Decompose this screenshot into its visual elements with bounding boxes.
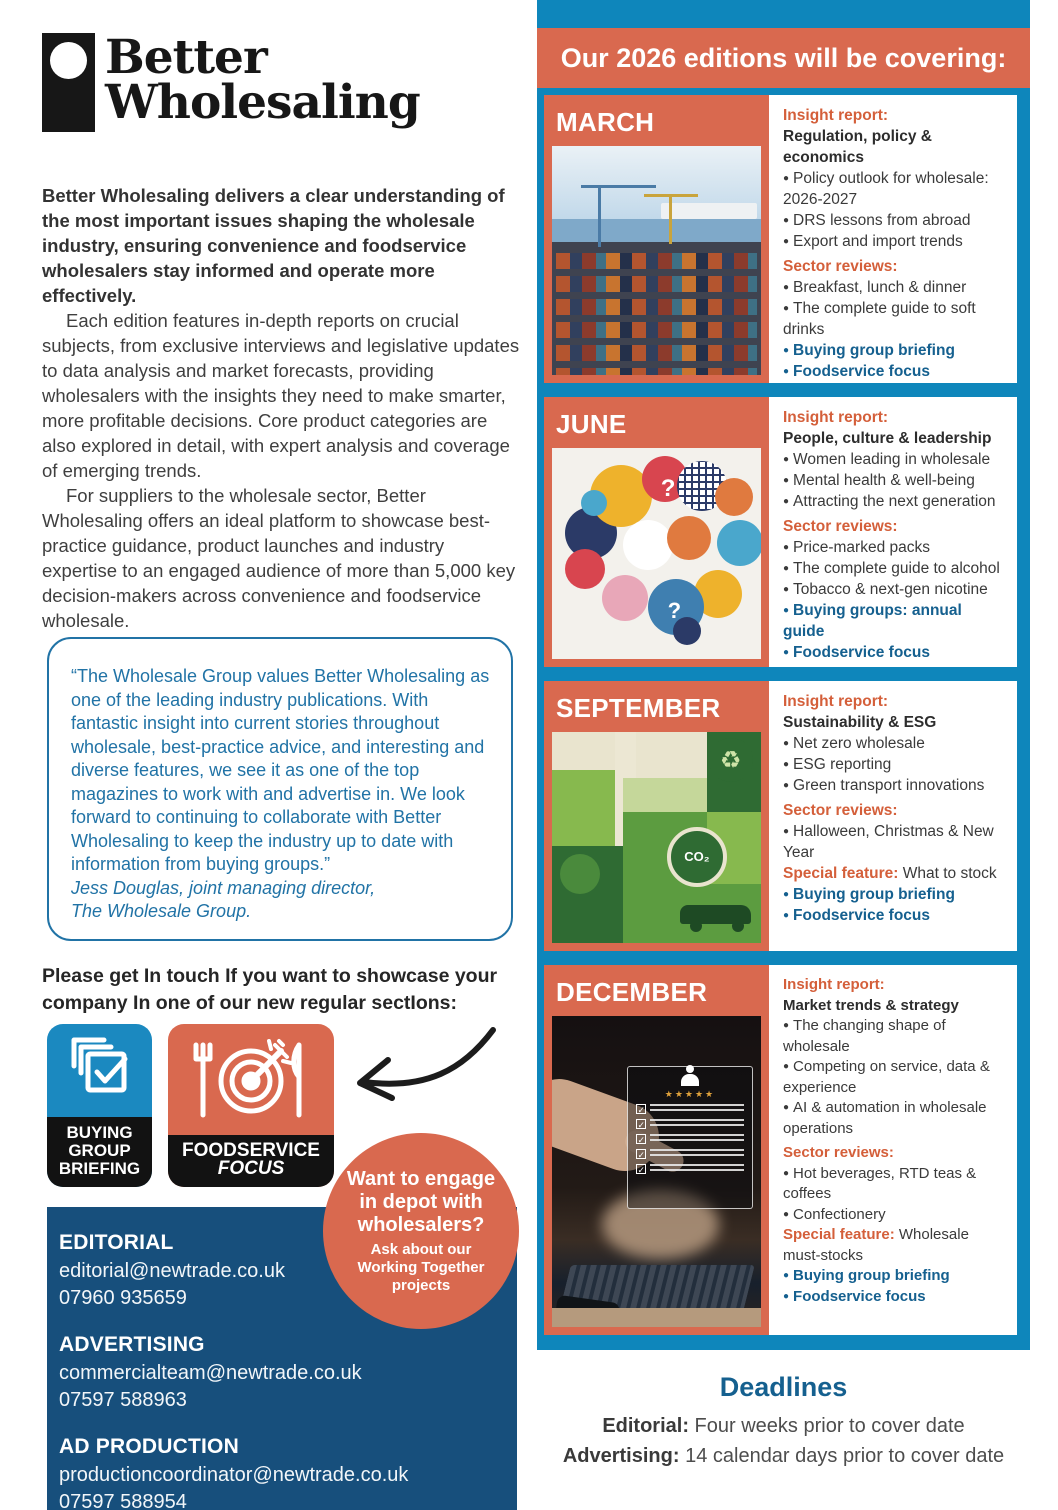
- better-wholesaling-logo: [42, 30, 420, 132]
- topic-item: ● Breakfast, lunch & dinner: [783, 279, 967, 296]
- fork-target-knife-icon: [168, 1024, 334, 1135]
- deadlines-section: [537, 1372, 1030, 1471]
- edition-content: [769, 397, 1017, 667]
- testimonial-attribution-name: Jess Douglas, joint managing director,: [71, 877, 376, 898]
- contact-email: [59, 1360, 497, 1387]
- regular-sections-badges: [47, 1024, 334, 1187]
- question-mark-glyph: ?: [660, 475, 676, 503]
- bullet-icon: ●: [783, 366, 790, 377]
- testimonial-attribution-company: The Wholesale Group.: [71, 901, 252, 921]
- bullet-icon: ●: [783, 173, 790, 184]
- intro-copy: [42, 183, 524, 633]
- topic-item: ● Net zero wholesale: [783, 735, 925, 752]
- engage-bubble: [323, 1133, 519, 1329]
- checklist-row: [636, 1134, 743, 1144]
- month-title: DECEMBER: [556, 977, 708, 1007]
- month-title: SEPTEMBER: [556, 693, 721, 723]
- engage-bubble-subtitle: Ask about our Working Together projects: [357, 1240, 485, 1294]
- bullet-icon: ●: [783, 496, 790, 507]
- speech-bubble-shape: [623, 520, 673, 570]
- email-link[interactable]: commercialteam@newtrade.co.uk: [59, 1362, 362, 1384]
- contact-phone: 07597 588954: [59, 1491, 187, 1510]
- checklist-row: [636, 1164, 743, 1174]
- edition-panel-december: [544, 965, 769, 1335]
- month-title: MARCH: [556, 107, 655, 137]
- bullet-icon: ●: [783, 303, 790, 314]
- container-yard: [552, 242, 761, 375]
- intro-lead-paragraph: Better Wholesaling delivers a clear understanding of the most important issues shaping the wholesale industry, ensuring convenience and foodservice wholesalers stay informed and operate more effectively.: [42, 185, 505, 306]
- bullet-icon: ●: [783, 647, 790, 658]
- editions-column: [537, 0, 1030, 1350]
- digital-checklist-hands-photo: [552, 1016, 761, 1327]
- special-feature-line: Special feature: What to stock: [783, 865, 997, 882]
- contact-heading: AD PRODUCTION: [59, 1435, 239, 1458]
- holographic-checklist-panel: [627, 1066, 752, 1209]
- edition-card-june: [544, 397, 1017, 667]
- foodservice-focus-badge: [168, 1024, 334, 1187]
- regular-section-item: ● Foodservice focus: [783, 907, 931, 924]
- regular-section-item: ● Foodservice focus: [783, 363, 931, 380]
- edition-content: [769, 965, 1017, 1335]
- bullet-icon: ●: [783, 826, 790, 837]
- logo-mark-icon: [42, 33, 95, 132]
- intro-paragraph-2: For suppliers to the wholesale sector, Better Wholesaling offers an ideal platform to showcase best-practice guidance, product launches and industry expertise to an engaged audience of more than 5,000 key decision-makers across convenience and foodservice wholesale.: [42, 485, 516, 631]
- regular-section-item: ● Foodservice focus: [783, 1287, 926, 1305]
- insight-topic: Market trends & strategy: [783, 996, 959, 1014]
- deadline-lines: [537, 1411, 1030, 1471]
- special-feature-line: Special feature: Wholesale must-stocks: [783, 1226, 969, 1264]
- section-heading: Insight report:: [783, 107, 889, 124]
- sustainability-collage-illustration: [552, 732, 761, 943]
- deadline-line: Advertising: 14 calendar days prior to cover date: [562, 1445, 1005, 1467]
- port-skyline: [661, 203, 757, 219]
- eco-tile: [636, 732, 707, 778]
- checklist-row: [636, 1149, 743, 1159]
- logo-line2: Wholesaling: [105, 75, 420, 130]
- section-heading: Insight report:: [783, 976, 885, 993]
- bullet-icon: ●: [783, 889, 790, 900]
- deadline-label: Advertising:: [562, 1445, 680, 1467]
- edition-card-september: [544, 681, 1017, 951]
- email-link[interactable]: productioncoordinator@newtrade.co.uk: [59, 1464, 409, 1486]
- topic-item: ● Policy outlook for wholesale: 2026-2027: [783, 170, 989, 208]
- text-lines: [650, 1149, 743, 1158]
- email-link[interactable]: editorial@newtrade.co.uk: [59, 1260, 285, 1282]
- question-mark-glyph: ?: [667, 598, 682, 624]
- bullet-icon: ●: [783, 454, 790, 465]
- special-feature-label: Special feature:: [783, 865, 899, 882]
- port-sea: [552, 219, 761, 242]
- regular-section-item: ● Foodservice focus: [783, 644, 931, 661]
- special-feature-label: Special feature:: [783, 1226, 895, 1243]
- intro-paragraph-1: Each edition features in-depth reports on crucial subjects, from exclusive interviews and legislative updates to data analysis and market forecasts, providing wholesalers with the insights they need to make smarter, more profitable decisions. Core product categories are also explored in detail, with expert analysis and coverage of emerging trends.: [42, 310, 520, 481]
- person-icon: [680, 1073, 700, 1087]
- bullet-icon: ●: [783, 215, 790, 226]
- text-lines: [650, 1164, 743, 1173]
- eco-tile: [623, 778, 707, 812]
- testimonial-text: “The Wholesale Group values Better Wholesaling as one of the leading industry publications. With fantastic insight into current stories throughout wholesale, best-practice advice, and interesting and diverse features, we see it as one of the top magazines to work with and advertise in. We look forward to continuing to collaborate with Better Wholesaling to keep the industry up to date with information from buying groups.”: [71, 666, 490, 874]
- port-crane-icon: [581, 185, 656, 188]
- checkbox-icon: ✓: [637, 1104, 646, 1115]
- checklist-row: [636, 1104, 743, 1114]
- regular-section-item: ● Buying group briefing: [783, 1267, 950, 1284]
- deadlines-title: Deadlines: [719, 1372, 848, 1402]
- bullet-icon: ●: [783, 1290, 790, 1302]
- contact-phone: 07960 935659: [59, 1287, 187, 1309]
- text-lines: [650, 1134, 743, 1143]
- bullet-icon: ●: [783, 738, 790, 749]
- regular-section-item: ● Buying group briefing: [783, 886, 955, 903]
- section-heading: Sector reviews:: [783, 258, 898, 275]
- topic-item: ● The complete guide to alcohol: [783, 560, 1000, 577]
- bullet-icon: ●: [783, 1020, 790, 1031]
- checkbox-icon: ✓: [637, 1164, 646, 1175]
- contact-email: [59, 1462, 497, 1489]
- text-lines: [650, 1104, 743, 1113]
- topic-item: ● Competing on service, data & experience: [783, 1058, 990, 1096]
- speech-bubble-shape: [667, 516, 711, 560]
- section-heading: Insight report:: [783, 409, 889, 426]
- container-port-photo: [552, 146, 761, 375]
- topic-item: ● AI & automation in wholesale operations: [783, 1099, 987, 1137]
- bullet-icon: ●: [783, 236, 790, 247]
- speech-bubble-shape: [715, 478, 753, 516]
- topic-item: ● Women leading in wholesale: [783, 451, 991, 468]
- star-rating-icon: ★★★★★: [664, 1088, 716, 1099]
- regular-section-item: ● Buying groups: annual guide: [783, 602, 962, 640]
- engage-bubble-title: Want to engage in depot with wholesalers?: [346, 1167, 496, 1236]
- bullet-icon: ●: [783, 563, 790, 574]
- bullet-icon: ●: [783, 605, 790, 616]
- recycle-icon: ♻: [709, 738, 753, 782]
- month-title: JUNE: [556, 409, 627, 439]
- topic-item: ● Hot beverages, RTD teas & coffees: [783, 1164, 977, 1202]
- section-heading: Insight report:: [783, 693, 889, 710]
- buying-group-briefing-badge: [47, 1024, 152, 1187]
- deadline-line: Editorial: Four weeks prior to cover date: [602, 1415, 965, 1437]
- bullet-icon: ●: [783, 475, 790, 486]
- topic-item: ● Halloween, Christmas & New Year: [783, 823, 994, 861]
- topic-item: ● Price-marked packs: [783, 539, 931, 556]
- logo-line1: Better: [105, 30, 267, 85]
- insight-topic: People, culture & leadership: [783, 430, 992, 447]
- logo-wordmark: [105, 30, 420, 130]
- foodservice-focus-label: FOODSERVICE FOCUS: [168, 1135, 334, 1187]
- edition-panel-march: [544, 95, 769, 383]
- edition-card-march: [544, 95, 1017, 383]
- checkbox-icon: ✓: [637, 1119, 646, 1130]
- edition-panel-june: [544, 397, 769, 667]
- speech-bubble-shape: [565, 549, 605, 589]
- edition-card-december: [544, 965, 1017, 1335]
- deadline-label: Editorial:: [602, 1415, 689, 1437]
- topic-item: ● Confectionery: [783, 1205, 886, 1223]
- section-heading: Sector reviews:: [783, 518, 898, 535]
- checkbox-icon: ✓: [637, 1149, 646, 1160]
- bullet-icon: ●: [783, 1167, 790, 1179]
- topic-item: ● The complete guide to soft drinks: [783, 300, 976, 338]
- speech-bubble-brain-illustration: [552, 448, 761, 659]
- edition-panel-september: [544, 681, 769, 951]
- topic-item: ● ESG reporting: [783, 756, 892, 773]
- topic-item: ● Tobacco & next-gen nicotine: [783, 581, 988, 598]
- bullet-icon: ●: [783, 780, 790, 791]
- editions-banner: Our 2026 editions will be covering:: [537, 28, 1030, 88]
- topic-item: ● The changing shape of wholesale: [783, 1017, 946, 1055]
- topic-item: ● Green transport innovations: [783, 777, 985, 794]
- speech-bubble-shape: [717, 520, 761, 566]
- text-lines: [650, 1119, 743, 1128]
- desk-surface: [552, 1308, 761, 1327]
- contact-phone: 07597 588963: [59, 1389, 187, 1411]
- section-heading: Sector reviews:: [783, 1144, 894, 1161]
- checkbox-icon: ✓: [637, 1134, 646, 1145]
- testimonial-quote-box: [47, 637, 513, 941]
- insight-topic: Sustainability & ESG: [783, 714, 937, 731]
- section-heading: Sector reviews:: [783, 802, 898, 819]
- get-in-touch-text: Please get In touch If you want to showcase your company In one of our new regular sectIons:: [42, 965, 498, 1014]
- eco-tile: [552, 770, 615, 846]
- topic-item: ● Mental health & well-being: [783, 472, 975, 489]
- editions-list: [544, 95, 1017, 1335]
- topic-item: ● DRS lessons from abroad: [783, 212, 971, 229]
- bullet-icon: ●: [783, 282, 790, 293]
- bullet-icon: ●: [783, 584, 790, 595]
- bullet-icon: ●: [783, 1061, 790, 1072]
- eco-tile: [552, 732, 615, 770]
- hand-drawn-arrow-icon: [338, 1022, 503, 1119]
- topic-item: ● Attracting the next generation: [783, 493, 996, 510]
- contact-section: [59, 1333, 497, 1414]
- co2-label: CO₂: [684, 849, 710, 865]
- bullet-icon: ●: [783, 1270, 790, 1281]
- bullet-icon: ●: [783, 1208, 790, 1220]
- edition-content: [769, 95, 1017, 383]
- insight-topic: Regulation, policy & economics: [783, 128, 932, 166]
- bullet-icon: ●: [783, 910, 790, 921]
- checklist-docs-icon: [47, 1024, 152, 1117]
- buying-group-briefing-label: BUYING GROUP BRIEFING: [47, 1117, 152, 1187]
- edition-content: [769, 681, 1017, 951]
- bullet-icon: ●: [783, 542, 790, 553]
- contact-section: [59, 1435, 497, 1510]
- topic-item: ● Export and import trends: [783, 233, 963, 250]
- contact-heading: ADVERTISING: [59, 1333, 205, 1356]
- contact-heading: EDITORIAL: [59, 1231, 174, 1254]
- speech-bubble-shape: [602, 575, 648, 621]
- co2-badge: [667, 827, 727, 887]
- checklist-row: [636, 1119, 743, 1129]
- bullet-icon: ●: [783, 345, 790, 356]
- regular-section-item: ● Buying group briefing: [783, 342, 955, 359]
- bullet-icon: ●: [783, 759, 790, 770]
- bullet-icon: ●: [783, 1102, 790, 1113]
